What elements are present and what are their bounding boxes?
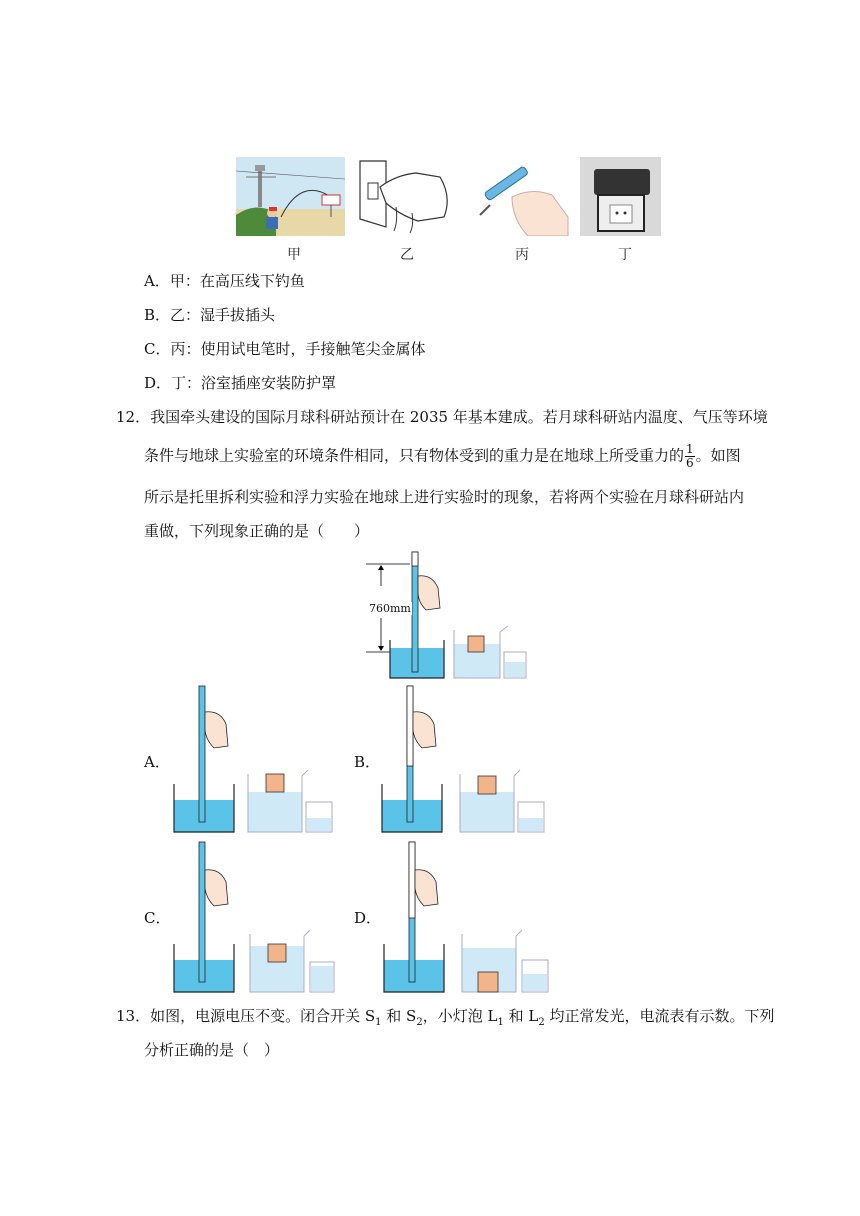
q12-line-1: 12．我国牵头建设的国际月球科研站预计在 2035 年基本建成。若月球科研站内温度、气压等环境 bbox=[116, 408, 768, 426]
caption-jia: 甲 bbox=[287, 247, 301, 263]
option-letter: D． bbox=[144, 374, 172, 392]
q12-reference-figure bbox=[360, 548, 530, 680]
option-text: 丙：使用试电笔时，手接触笔尖金属体 bbox=[170, 340, 426, 358]
q11-option-d[interactable] bbox=[144, 373, 336, 393]
q12-line-3: 所示是托里拆利实验和浮力实验在地球上进行实验时的现象，若将两个实验在月球科研站内 bbox=[144, 488, 745, 506]
q13-line-2: 分析正确的是（ ） bbox=[144, 1041, 280, 1059]
option-letter: A． bbox=[144, 272, 170, 290]
q13-line-1: 13．如图，电源电压不变。闭合开关 $S_1$ 和 $S_2$，小灯泡 $L_1$ 和 $L_2$ 均正常发光，电流表有示数。下列 bbox=[116, 1007, 775, 1028]
q11-image-ding bbox=[580, 157, 661, 236]
caption-yi: 乙 bbox=[400, 247, 414, 263]
fraction-one-sixth: $\frac{1}{6}$ bbox=[686, 442, 694, 470]
q12-line-4: 重做，下列现象正确的是（ ） bbox=[144, 522, 370, 540]
q12-option-a-figure[interactable] bbox=[170, 684, 336, 836]
q12-option-c-letter[interactable]: C． bbox=[144, 909, 171, 927]
option-text: 丁：浴室插座安装防护罩 bbox=[171, 374, 337, 392]
q12-option-c-figure[interactable] bbox=[170, 840, 336, 996]
q11-image-bing bbox=[472, 157, 571, 236]
q12-line-2: 条件与地球上实验室的环境条件相同，只有物体受到的重力是在地球上所受重力的 $\frac{1}{6}$ 。如图 bbox=[144, 442, 741, 470]
q12-option-d-figure[interactable] bbox=[380, 840, 552, 996]
caption-ding: 丁 bbox=[618, 247, 632, 263]
q12-option-d-letter[interactable]: D． bbox=[354, 909, 382, 927]
q11-option-c[interactable] bbox=[144, 339, 426, 359]
option-letter: C． bbox=[144, 340, 171, 358]
q11-image-jia bbox=[236, 157, 345, 236]
q12-option-b-letter[interactable]: B． bbox=[354, 753, 381, 771]
q11-option-a[interactable] bbox=[144, 271, 305, 291]
q11-option-b[interactable] bbox=[144, 305, 275, 325]
caption-bing: 丙 bbox=[515, 247, 529, 263]
q11-image-yi bbox=[356, 157, 456, 236]
option-letter: B． bbox=[144, 306, 171, 324]
q12-option-b-figure[interactable] bbox=[378, 684, 548, 836]
q12-option-a-letter[interactable]: A． bbox=[144, 753, 170, 771]
question-number: 12． bbox=[116, 408, 151, 426]
option-text: 乙：湿手拔插头 bbox=[170, 306, 276, 324]
question-number: 13． bbox=[116, 1007, 151, 1025]
height-label-760mm: 760mm bbox=[369, 602, 411, 615]
option-text: 甲：在高压线下钓鱼 bbox=[169, 272, 305, 290]
